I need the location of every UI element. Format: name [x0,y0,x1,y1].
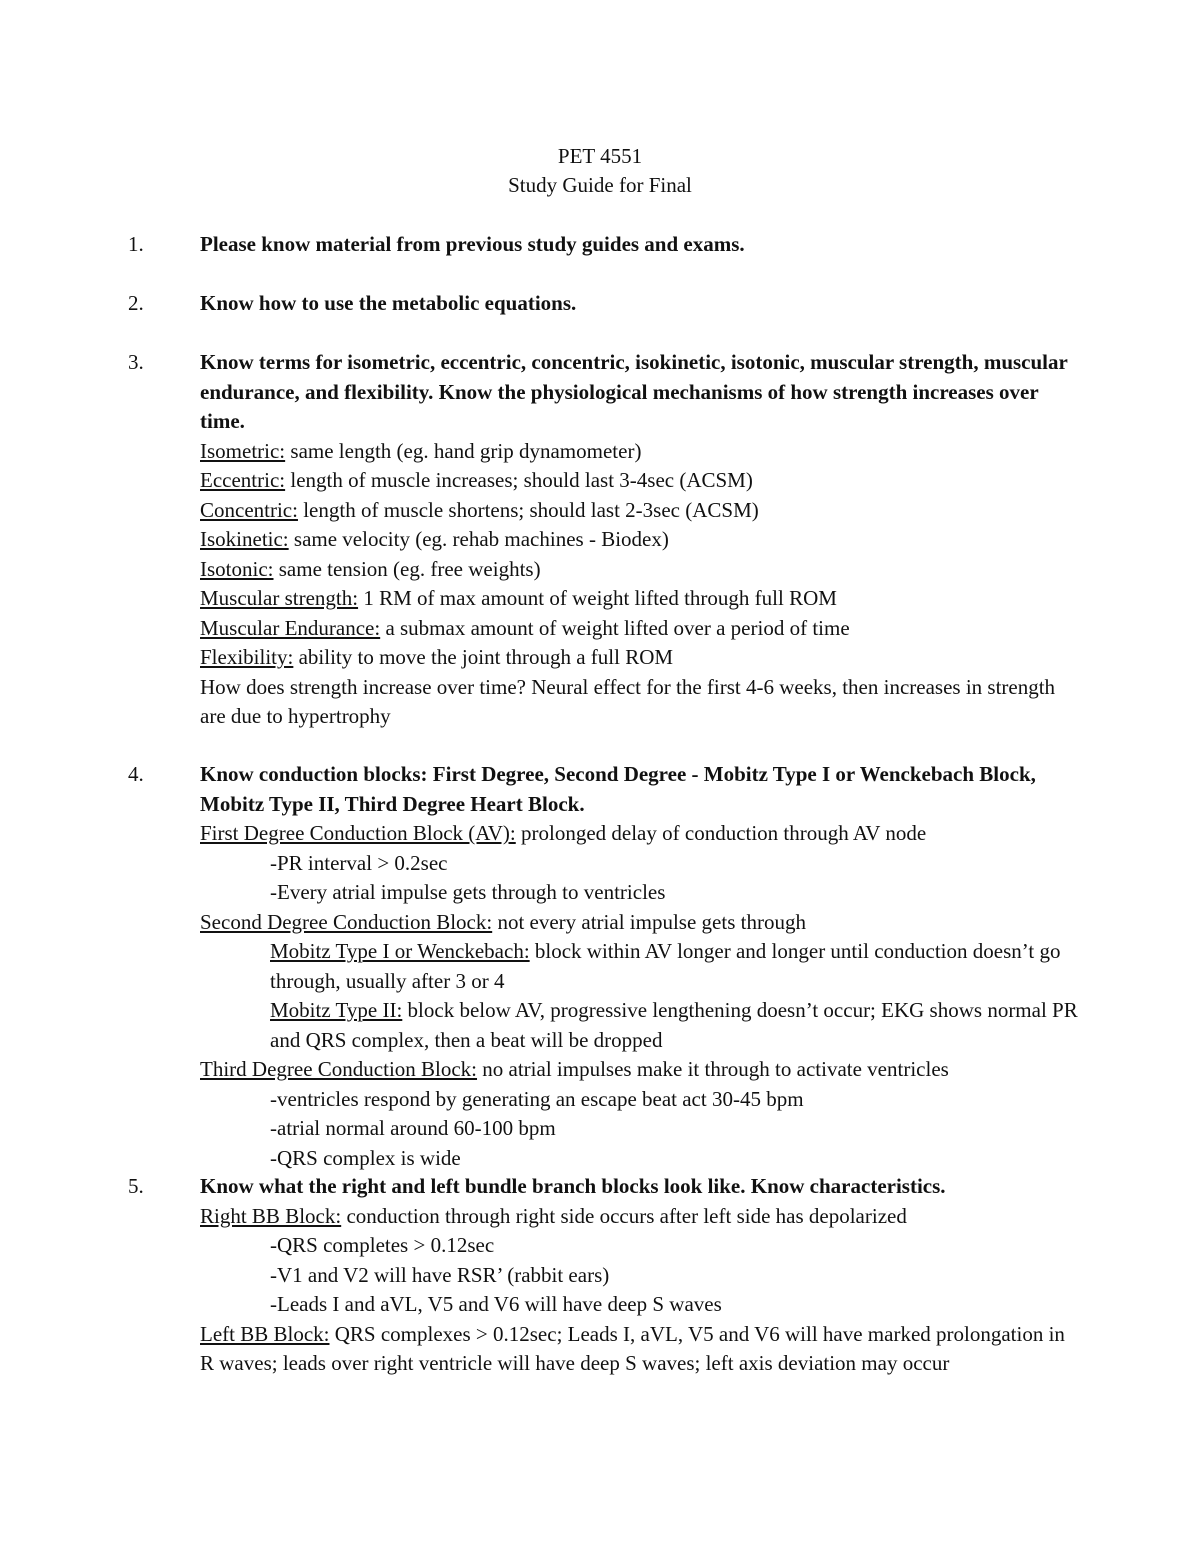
item-heading: Please know material from previous study guides and exams. [200,232,745,256]
item-number: 3. [128,350,144,374]
strength-note: How does strength increase over time? Neural effect for the first 4-6 weeks, then increases in strength are due to hypertrophy [200,674,1056,728]
item-number: 2. [128,291,144,315]
term-definition: no atrial impulses make it through to activate ventricles [477,1057,949,1081]
mobitz-type-1 [200,937,1080,996]
term-label: First Degree Conduction Block (AV): [200,821,516,845]
item-heading: Know what the right and left bundle branch blocks look like. Know characteristics. [200,1174,946,1198]
term-label: Second Degree Conduction Block: [200,909,493,934]
definition-muscular-endurance [200,614,1080,644]
item-number: 1. [128,232,144,256]
definition-isometric [200,437,1080,467]
term-definition: conduction through right side occurs after left side has depolarized [341,1203,907,1228]
item-heading: Know terms for isometric, eccentric, concentric, isokinetic, isotonic, muscular strength, muscular endurance, and flexibility. Know the physiological mechanisms of how strength increases over time. [200,350,1068,433]
bullet-point: -V1 and V2 will have RSR’ (rabbit ears) [270,1262,610,1287]
item-number: 4. [128,762,144,786]
term-definition: length of muscle increases; should last 3-4sec (ACSM) [285,468,753,492]
term-label: Mobitz Type II: [270,998,403,1022]
term-definition: same velocity (eg. rehab machines - Biodex) [288,527,669,551]
term-label: Mobitz Type I or Wenckebach: [270,939,530,963]
bullet-point: -PR interval > 0.2sec [270,850,448,875]
definition-isokinetic [200,525,1080,555]
document-subtitle: Study Guide for Final [508,173,692,197]
right-bb-block [200,1202,1080,1232]
bullet-point: -QRS complex is wide [270,1145,461,1170]
bullet-point: -atrial normal around 60-100 bpm [270,1116,556,1140]
term-label: Muscular Endurance: [200,615,381,640]
term-label: Eccentric: [200,468,286,492]
course-title: PET 4551 [557,144,643,168]
second-degree-block [200,908,1080,938]
term-label: Isokinetic: [200,527,289,551]
term-label: Flexibility: [200,645,294,669]
term-definition: 1 RM of max amount of weight lifted through full ROM [358,586,837,610]
term-definition: a submax amount of weight lifted over a period of time [380,615,850,640]
first-degree-block [200,819,1080,849]
bullet-point: -QRS completes > 0.12sec [270,1233,495,1257]
term-label: Muscular strength: [200,586,359,610]
term-definition: same tension (eg. free weights) [273,556,541,581]
term-definition: prolonged delay of conduction through AV node [515,821,927,845]
third-degree-block [200,1055,1080,1085]
term-label: Isometric: [200,438,286,463]
term-label: Isotonic: [200,556,274,581]
definition-flexibility [200,643,1080,673]
term-definition: block within AV longer and longer until conduction doesn’t go through, usually after 3 or 4 [270,939,1061,993]
term-label: Left BB Block: [200,1321,330,1346]
term-definition: block below AV, progressive lengthening doesn’t occur; EKG shows normal PR and QRS complex, then a beat will be dropped [270,998,1078,1052]
item-number: 5. [128,1174,144,1198]
definition-concentric [200,496,1080,526]
term-label: Third Degree Conduction Block: [200,1057,478,1081]
term-definition: same length (eg. hand grip dynamometer) [285,438,642,463]
bullet-point: -Every atrial impulse gets through to ventricles [270,880,666,904]
mobitz-type-2 [200,996,1080,1055]
term-label: Concentric: [200,497,298,522]
term-definition: ability to move the joint through a full ROM [293,645,674,669]
term-definition: QRS complexes > 0.12sec; Leads I, aVL, V5 and V6 will have marked prolongation in R waves; leads over right ventricle will have deep S waves; left axis deviation may occur [200,1321,1065,1375]
definition-muscular-strength [200,584,1080,614]
left-bb-block [200,1320,1080,1379]
term-definition: not every atrial impulse gets through [492,909,806,934]
item-heading: Know conduction blocks: First Degree, Second Degree - Mobitz Type I or Wenckebach Block, Mobitz Type II, Third Degree Heart Block. [200,762,1036,816]
bullet-point: -ventricles respond by generating an escape beat act 30-45 bpm [270,1086,804,1111]
item-heading: Know how to use the metabolic equations. [200,291,577,315]
term-label: Right BB Block: [200,1203,342,1228]
bullet-point: -Leads I and aVL, V5 and V6 will have deep S waves [270,1292,722,1316]
definition-isotonic [200,555,1080,585]
term-definition: length of muscle shortens; should last 2-3sec (ACSM) [297,497,759,522]
definition-eccentric [200,466,1080,496]
